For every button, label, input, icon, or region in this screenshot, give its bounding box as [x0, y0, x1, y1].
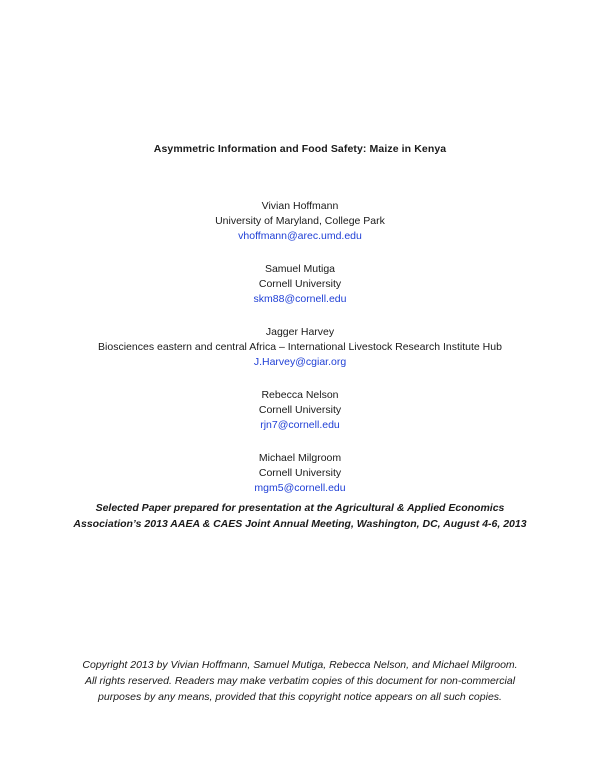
- author-email-link[interactable]: mgm5@cornell.edu: [254, 482, 346, 494]
- author-block: [0, 388, 600, 433]
- author-email-link[interactable]: skm88@cornell.edu: [253, 293, 347, 305]
- copyright-line: purposes by any means, provided that this copyright notice appears on all such copies.: [98, 691, 502, 703]
- author-block: [0, 325, 600, 370]
- author-affiliation: Cornell University: [258, 278, 342, 290]
- author-email-link[interactable]: vhoffmann@arec.umd.edu: [238, 230, 362, 242]
- author-name: Jagger Harvey: [265, 326, 335, 338]
- author-block: [0, 262, 600, 307]
- copyright-line: Copyright 2013 by Vivian Hoffmann, Samuel Mutiga, Rebecca Nelson, and Michael Milgroom.: [82, 659, 518, 671]
- author-block: [0, 199, 600, 244]
- selected-paper-line: Association’s 2013 AAEA & CAES Joint Annual Meeting, Washington, DC, August 4-6, 2013: [73, 518, 527, 530]
- paper-title: Asymmetric Information and Food Safety: Maize in Kenya: [153, 143, 447, 155]
- author-affiliation: Cornell University: [258, 404, 342, 416]
- author-affiliation: Biosciences eastern and central Africa – International Livestock Research Institute Hub: [98, 341, 502, 353]
- author-name: Rebecca Nelson: [261, 389, 339, 401]
- author-block: [0, 451, 600, 496]
- copyright-line: All rights reserved. Readers may make verbatim copies of this document for non-commercial: [84, 675, 516, 687]
- copyright-notice: [0, 657, 600, 705]
- selected-paper-note: [0, 500, 600, 532]
- author-affiliation: University of Maryland, College Park: [215, 215, 385, 227]
- author-email-link[interactable]: J.Harvey@cgiar.org: [253, 356, 347, 368]
- author-affiliation: Cornell University: [258, 467, 342, 479]
- author-list: [0, 199, 600, 514]
- selected-paper-line: Selected Paper prepared for presentation at the Agricultural & Applied Economics: [95, 502, 505, 514]
- author-name: Michael Milgroom: [258, 452, 342, 464]
- author-email-link[interactable]: rjn7@cornell.edu: [260, 419, 340, 431]
- author-name: Vivian Hoffmann: [261, 200, 339, 212]
- author-name: Samuel Mutiga: [264, 263, 336, 275]
